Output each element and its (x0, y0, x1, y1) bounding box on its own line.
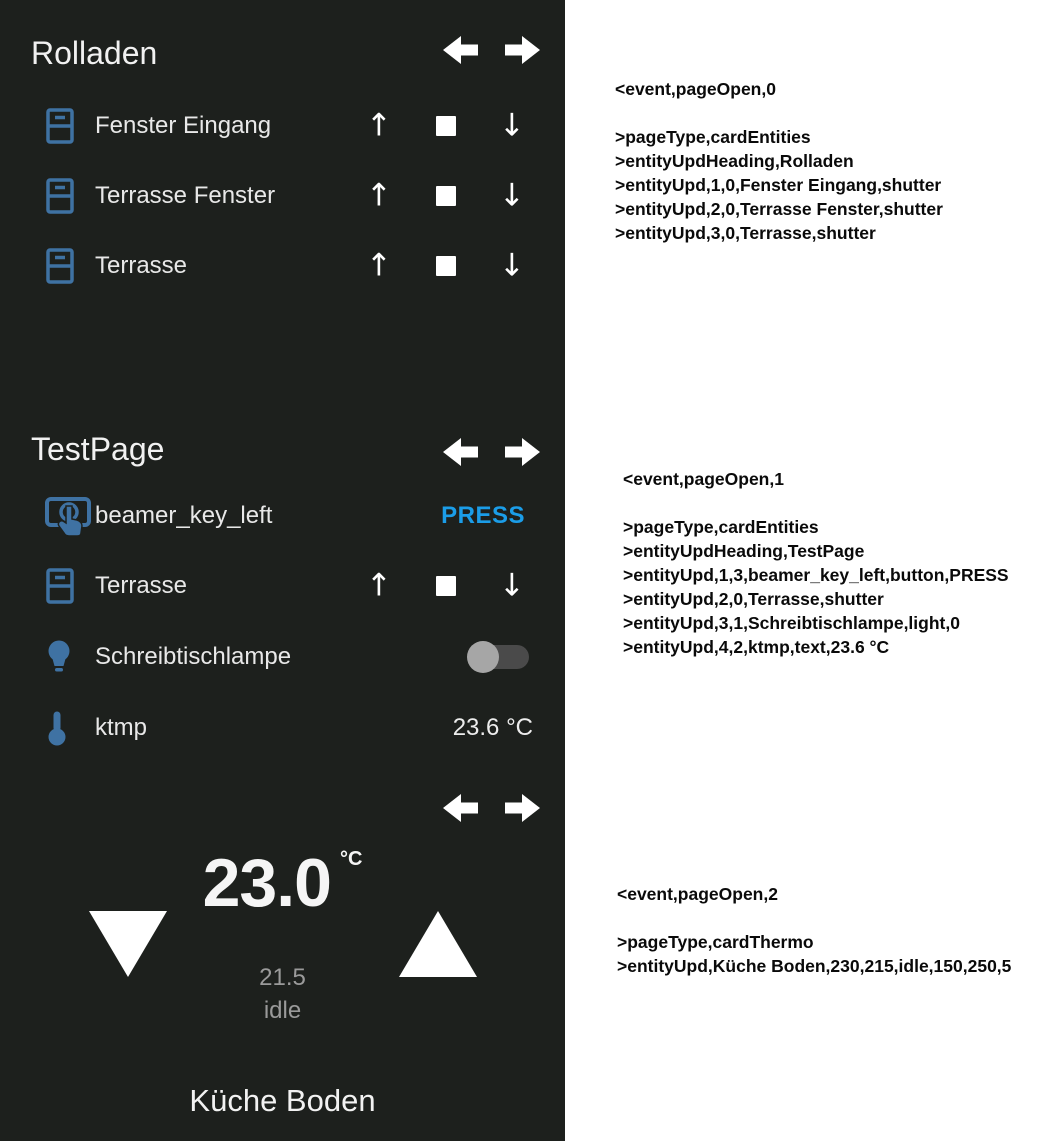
log-line: >entityUpd,2,0,Terrasse,shutter (623, 589, 884, 609)
nav-left-icon[interactable] (442, 791, 478, 825)
log-line: <event,pageOpen,2 (617, 884, 778, 904)
log-line: >entityUpdHeading,TestPage (623, 541, 865, 561)
log-line: <event,pageOpen,0 (615, 79, 776, 99)
log-line: <event,pageOpen,1 (623, 469, 784, 489)
page-title-testpage: TestPage (31, 431, 165, 467)
page-nav-testpage (442, 435, 541, 469)
entity-row-ktmp (0, 700, 565, 756)
entity-row-terrasse-fenster (0, 168, 565, 224)
log-block-page1 (623, 467, 1009, 659)
entity-row-schreibtischlampe (0, 629, 565, 685)
page-title-rolladen: Rolladen (31, 35, 158, 71)
entity-label: Schreibtischlampe (95, 643, 292, 670)
log-line: >entityUpdHeading,Rolladen (615, 151, 854, 171)
entity-row-terrasse (0, 238, 565, 294)
shutter-icon (45, 175, 95, 217)
shutter-down-button[interactable]: ↓ (499, 247, 525, 284)
log-block-page2 (617, 882, 1011, 978)
nav-right-icon[interactable] (505, 791, 541, 825)
entity-label: Terrasse (95, 572, 188, 599)
shutter-up-button[interactable]: ↑ (366, 177, 392, 214)
shutter-icon (45, 105, 95, 147)
nav-right-icon[interactable] (505, 435, 541, 469)
target-temperature: 21.5 (259, 964, 306, 991)
log-line: >entityUpd,4,2,ktmp,text,23.6 °C (623, 637, 890, 657)
sensor-value: 23.6 °C (452, 714, 533, 741)
page-nav-thermo (442, 791, 541, 825)
shutter-stop-button[interactable] (436, 116, 456, 136)
entity-label: Terrasse Fenster (95, 182, 276, 209)
log-line: >entityUpd,Küche Boden,230,215,idle,150,250,5 (617, 956, 1012, 976)
tap-button-icon (45, 495, 95, 537)
log-line: >entityUpd,1,0,Fenster Eingang,shutter (615, 175, 942, 195)
entity-label: Fenster Eingang (95, 112, 272, 139)
shutter-down-button[interactable]: ↓ (499, 567, 525, 604)
current-temperature (0, 845, 565, 921)
hvac-state: idle (263, 997, 302, 1024)
entity-label: ktmp (95, 714, 148, 741)
thermometer-icon (45, 707, 95, 749)
log-line: >pageType,cardEntities (615, 127, 811, 147)
entity-row-beamer-key-left (0, 488, 565, 544)
nav-right-icon[interactable] (505, 33, 541, 67)
nav-left-icon[interactable] (442, 435, 478, 469)
log-line: >entityUpd,2,0,Terrasse Fenster,shutter (615, 199, 943, 219)
light-toggle[interactable] (467, 640, 529, 674)
lightbulb-icon (45, 636, 95, 678)
current-temperature-value: 23.0 (202, 845, 331, 921)
shutter-stop-button[interactable] (436, 576, 456, 596)
log-line: >pageType,cardThermo (617, 932, 814, 952)
log-line: >entityUpd,3,1,Schreibtischlampe,light,0 (623, 613, 960, 633)
shutter-down-button[interactable]: ↓ (499, 177, 525, 214)
shutter-icon (45, 565, 95, 607)
entity-row-fenster-eingang (0, 98, 565, 154)
shutter-icon (45, 245, 95, 287)
log-block-page0 (615, 77, 943, 245)
entity-row-terrasse-2 (0, 558, 565, 614)
log-line: >entityUpd,1,3,beamer_key_left,button,PRESS (623, 565, 1009, 585)
page-nav-rolladen (442, 33, 541, 67)
shutter-down-button[interactable]: ↓ (499, 107, 525, 144)
shutter-stop-button[interactable] (436, 186, 456, 206)
log-line: >pageType,cardEntities (623, 517, 819, 537)
thermostat-name: Küche Boden (189, 1083, 376, 1118)
entity-label: Terrasse (95, 252, 188, 279)
shutter-up-button[interactable]: ↑ (366, 567, 392, 604)
entity-label: beamer_key_left (95, 502, 273, 529)
nav-left-icon[interactable] (442, 33, 478, 67)
shutter-stop-button[interactable] (436, 256, 456, 276)
shutter-up-button[interactable]: ↑ (366, 107, 392, 144)
press-button[interactable]: PRESS (441, 502, 525, 529)
log-line: >entityUpd,3,0,Terrasse,shutter (615, 223, 876, 243)
toggle-knob (467, 641, 499, 673)
shutter-up-button[interactable]: ↑ (366, 247, 392, 284)
temperature-unit: °C (339, 848, 363, 870)
